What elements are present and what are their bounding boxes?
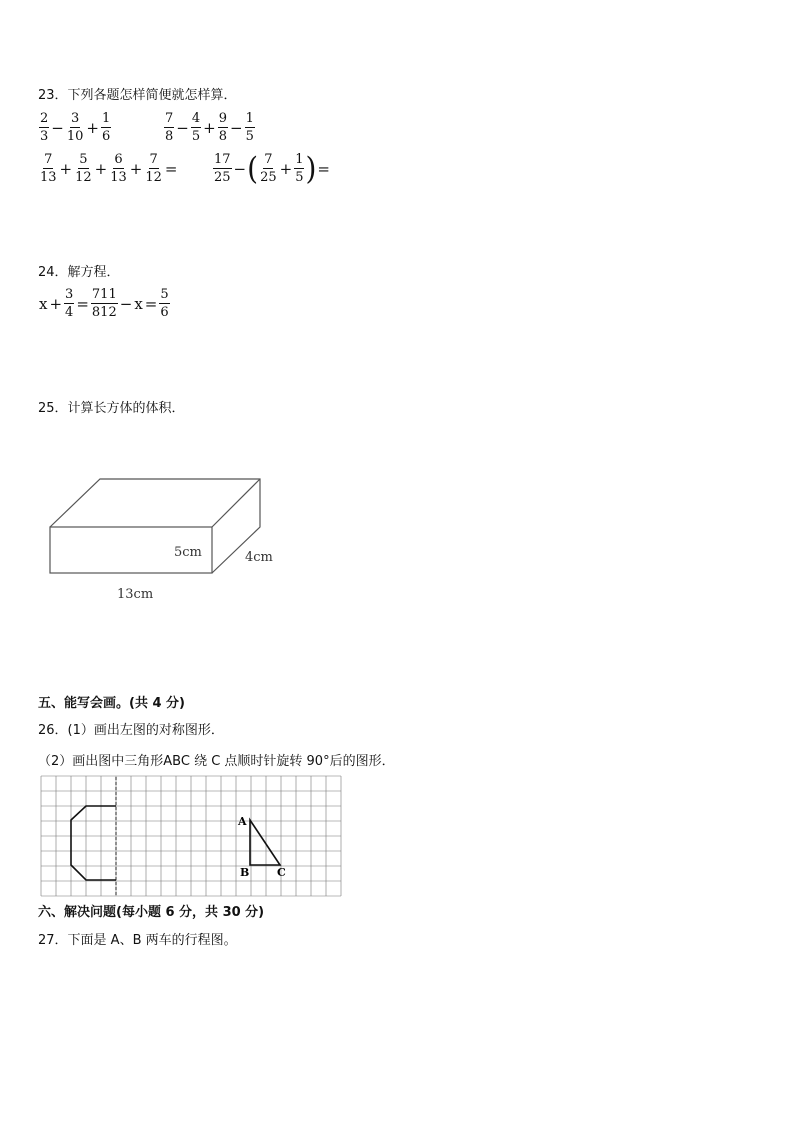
grid-figure [40,775,342,897]
operator: − [51,118,64,137]
equals-sign: = [164,159,178,178]
equals-sign: = [144,294,158,313]
q24-heading: 24．解方程． [38,265,120,280]
q23-expression-4 [212,149,331,187]
fraction: $\frac{7}{12}$ [145,152,162,185]
q23-expression-1 [38,112,112,143]
fraction: $\frac{4}{5}$ [191,111,201,144]
variable: x [134,294,143,313]
cuboid-figure [0,460,320,610]
fraction: $\frac{7}{13}$ [40,152,57,185]
operator: + [94,159,108,178]
q27-text: 27．下面是 A、B 两车的行程图。 [38,933,237,948]
height-label: 5cm [174,545,202,560]
equals-sign: = [317,159,330,178]
fraction: $\frac{17}{25}$ [214,152,231,185]
fraction: $\frac{1}{5}$ [295,152,304,185]
q25-heading: 25．计算长方体的体积． [38,401,185,416]
variable: x [39,294,48,313]
triangle-abc [250,820,280,865]
operator: + [203,118,216,137]
section5-heading: 五、能写会画。(共 4 分) [38,696,185,711]
operator: − [176,118,189,137]
fraction: $\frac{9}{8}$ [218,111,227,144]
right-paren: ) [305,149,317,187]
operator: − [230,118,243,137]
label-a: A [238,815,247,828]
fraction: $\frac{5}{6}$ [160,287,169,320]
fraction: $\frac{6}{13}$ [110,152,127,185]
operator: + [59,159,73,178]
q24-equation [38,288,171,319]
q23-expression-2 [163,112,256,143]
depth-label: 4cm [245,550,273,565]
q23-heading: 23．下列各题怎样简便就怎样算． [38,88,237,103]
fraction: $\frac{7}{8}$ [165,111,174,144]
label-b: B [240,866,250,879]
fraction: $\frac{1}{5}$ [245,111,254,144]
fraction: $\frac{3}{4}$ [65,287,74,320]
operator: − [233,159,247,178]
operator: − [119,294,133,313]
grid-lines [41,776,341,896]
operator: + [129,159,143,178]
fraction: $\frac{3}{10}$ [66,111,84,144]
cuboid-top-right-edge [212,479,260,527]
half-shape [71,806,116,880]
operator: + [49,294,63,313]
left-paren: ( [247,149,259,187]
q23-expression-3 [38,153,179,184]
cuboid-top-side-edges [50,479,260,573]
fraction: $\frac{1}{6}$ [101,111,111,144]
label-c: C [277,866,286,879]
fraction: $\frac{2}{3}$ [40,111,49,144]
q26-part1: 26．(1）画出左图的对称图形． [38,723,224,738]
length-label: 13cm [117,587,154,602]
q26-part2: （2）画出图中三角形ABC 绕 C 点顺时针旋转 90°后的图形． [38,754,395,769]
fraction: $\frac{7}{25}$ [260,152,277,185]
section6-heading: 六、解决问题(每小题 6 分，共 30 分) [38,905,265,920]
fraction: $\frac{5}{12}$ [75,152,92,185]
operator: + [279,159,293,178]
equals-sign: = [76,294,89,313]
operator: + [86,118,99,137]
fraction: $\frac{711}{812}$ [91,287,117,320]
